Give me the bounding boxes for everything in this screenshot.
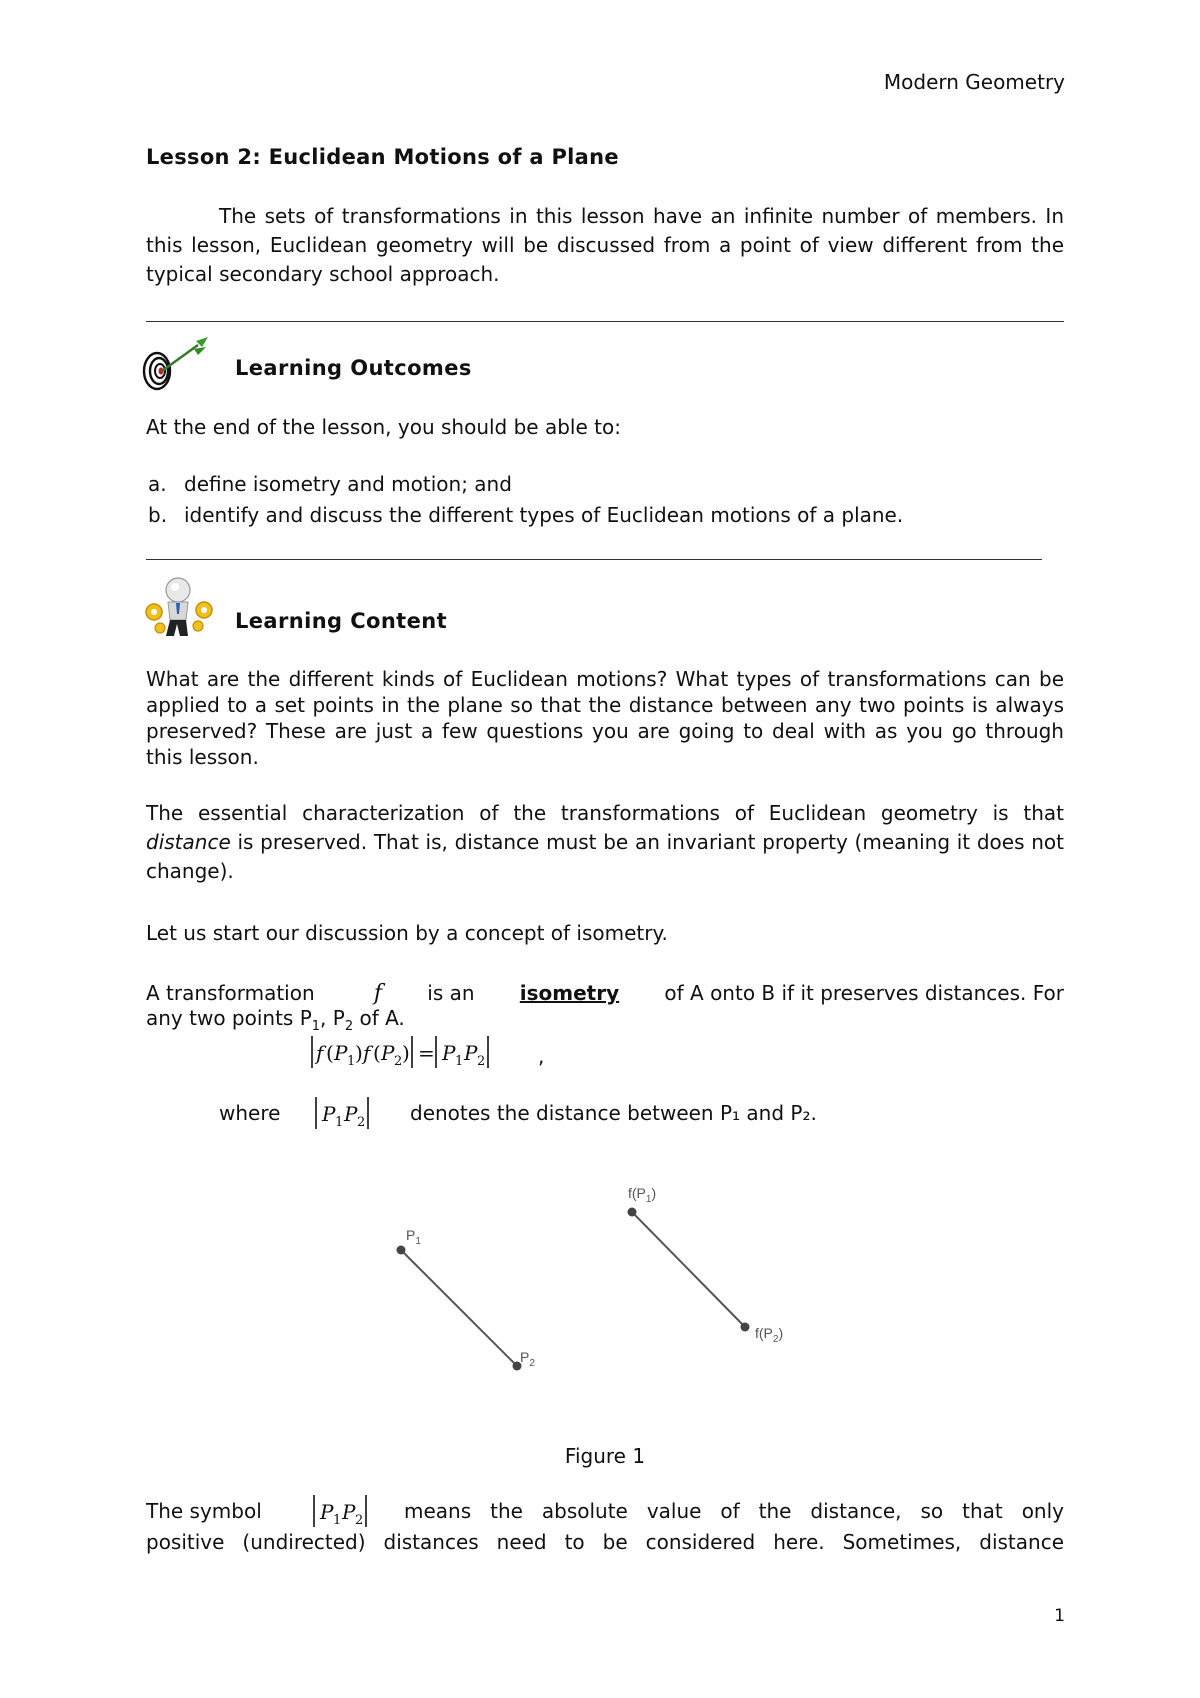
content-paragraph-3: Let us start our discussion by a concept of isometry.: [146, 921, 668, 945]
isometry-definition: [146, 979, 1064, 1008]
svg-text:): ): [355, 1041, 363, 1065]
content-paragraph-1: What are the different kinds of Euclidean motions? What types of transformations can be applied to a set points in the plane so that the distance between any two points is always preserved? These are just a few questions you are going to deal with as you go through this lesson.: [146, 667, 1064, 769]
svg-text:P: P: [322, 1102, 336, 1126]
svg-text:1: 1: [335, 1115, 344, 1130]
thinking-person-icon: [142, 576, 216, 642]
svg-text:2: 2: [394, 1054, 403, 1069]
p2-text-end: is preserved. That is, distance must be an invariant property (meaning it does not change).: [146, 830, 1064, 883]
point-fp1: [628, 1208, 637, 1217]
svg-text:P: P: [381, 1041, 395, 1065]
svg-text:P: P: [334, 1041, 348, 1065]
distance-notation: [312, 1094, 380, 1132]
content-paragraph-2: [146, 799, 1064, 886]
list-item-text: define isometry and motion; and: [184, 472, 512, 496]
label-fp1: $f(P_1)$: [628, 1185, 657, 1205]
svg-text:P: P: [464, 1041, 478, 1065]
outcomes-lead: At the end of the lesson, you should be able to:: [146, 415, 621, 439]
p2-text-start: The essential characterization of the transformations of Euclidean geometry is that: [146, 801, 1064, 825]
def-line-2: [146, 1006, 405, 1034]
sub-2: 2: [344, 1019, 354, 1034]
list-marker: b.: [148, 503, 168, 527]
list-item: [148, 503, 904, 527]
label-p1: $P_1$: [406, 1227, 421, 1247]
def-text-c: of A onto B if it preserves distances. For: [664, 981, 1064, 1005]
svg-text:1: 1: [455, 1054, 464, 1069]
svg-text:P: P: [344, 1102, 358, 1126]
list-item: [148, 472, 512, 496]
symbol-text-line-2: positive (undirected) distances need to be considered here. Sometimes, distance: [146, 1530, 1064, 1554]
symbol-text-b: means the absolute value of the distance, so that only: [404, 1499, 1064, 1523]
def-text-b: is an: [427, 981, 475, 1005]
svg-text:P: P: [320, 1500, 334, 1524]
page-number: 1: [1054, 1606, 1065, 1626]
lesson-intro: The sets of transformations in this lesson have an infinite number of members. In this lesson, Euclidean geometry will be discussed from a point of view different from the typical secondary school approach.: [146, 204, 1064, 286]
point-fp2: [741, 1323, 750, 1332]
svg-text:(: (: [373, 1041, 381, 1065]
svg-text:P: P: [342, 1500, 356, 1524]
where-label: where: [219, 1101, 281, 1125]
list-marker: a.: [148, 472, 167, 496]
svg-text:f: f: [316, 1041, 324, 1065]
svg-text:=: =: [418, 1041, 435, 1065]
svg-text:(: (: [326, 1041, 334, 1065]
figure-caption: Figure 1: [564, 1444, 646, 1468]
running-header: Modern Geometry: [883, 70, 1065, 94]
label-fp2: $f(P_2)$: [755, 1325, 784, 1345]
isometry-equation: [308, 1032, 552, 1072]
learning-outcomes-heading: Learning Outcomes: [235, 356, 472, 380]
svg-text:1: 1: [347, 1054, 356, 1069]
section-divider: [146, 321, 1064, 322]
symbol-text-a: The symbol: [146, 1499, 262, 1523]
distance-notation: [310, 1492, 378, 1530]
list-item-text: identify and discuss the different types of Euclidean motions of a plane.: [184, 503, 904, 527]
learning-content-heading: Learning Content: [235, 609, 448, 633]
target-dart-icon: [140, 335, 212, 393]
segment-p1p2: [401, 1250, 517, 1366]
svg-text:2: 2: [357, 1115, 366, 1130]
figure-1-diagram: [380, 1170, 820, 1380]
def-line-2-end: of A.: [353, 1006, 405, 1030]
label-p2: $P_2$: [520, 1349, 535, 1369]
p2-emphasis: distance: [146, 830, 231, 854]
segment-fp1fp2: [632, 1212, 745, 1327]
isometry-term: isometry: [519, 981, 620, 1005]
section-divider: [146, 559, 1042, 560]
svg-text:f: f: [363, 1041, 371, 1065]
svg-text:2: 2: [477, 1054, 486, 1069]
def-text-a: A transformation: [146, 981, 315, 1005]
def-line-2-mid: , P: [320, 1006, 345, 1030]
equation-comma: ,: [538, 1044, 545, 1068]
where-text: denotes the distance between P₁ and P₂.: [410, 1101, 817, 1125]
svg-text:P: P: [442, 1041, 456, 1065]
svg-text:2: 2: [355, 1513, 364, 1528]
svg-text:): ): [402, 1041, 410, 1065]
point-p1: [397, 1246, 406, 1255]
def-line-2-a: any two points P: [146, 1006, 312, 1030]
lesson-title: Lesson 2: Euclidean Motions of a Plane: [146, 145, 619, 169]
def-f-symbol: f: [373, 981, 383, 1006]
sub-1: 1: [311, 1019, 321, 1034]
svg-text:1: 1: [333, 1513, 342, 1528]
